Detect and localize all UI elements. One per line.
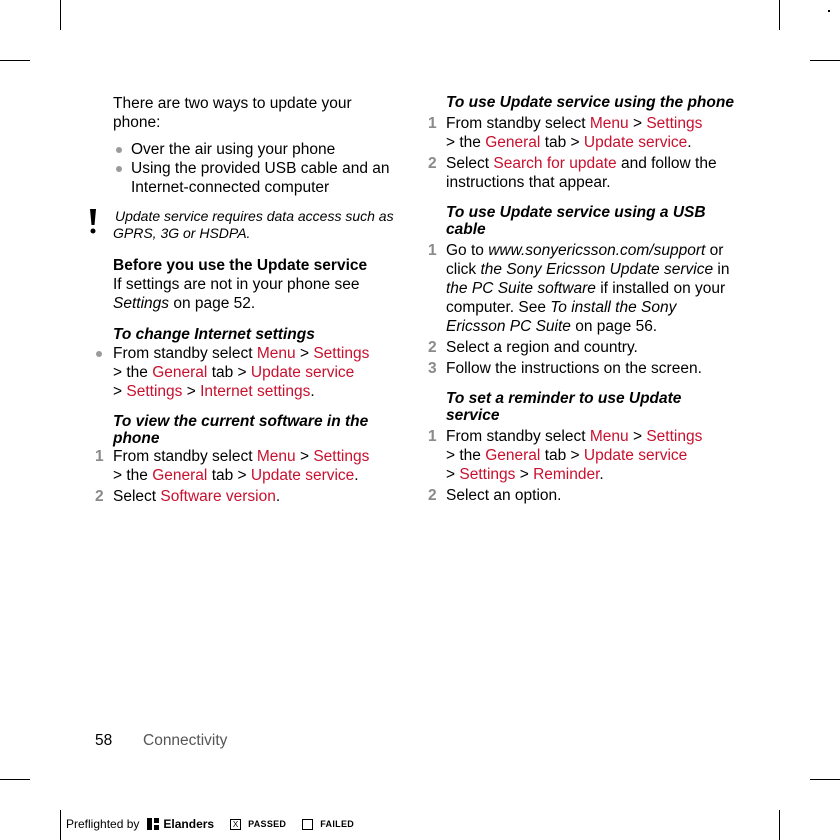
preflight-label: Preflighted by: [66, 817, 140, 831]
preflight-stamp: [66, 817, 354, 831]
list-item: 2 Select Software version.: [95, 488, 281, 505]
view-steps: [95, 447, 398, 506]
view-heading: To view the current software in the phone: [113, 413, 369, 447]
support-url[interactable]: www.sonyericsson.com/support: [488, 242, 706, 259]
crop-mark: [0, 779, 30, 780]
usb-heading: To use Update service using a USB cable: [446, 204, 706, 238]
passed-label: PASSED: [248, 819, 287, 829]
passed-checkbox: X: [230, 819, 241, 830]
page-number: 58: [95, 732, 113, 749]
settings-ref: Settings: [126, 383, 183, 400]
failed-checkbox: [302, 819, 313, 830]
before-heading: Before you use the Update service: [113, 257, 368, 274]
list-item: 2 Select Search for update and follow the instructions that appear.: [428, 155, 717, 191]
settings-link[interactable]: Settings: [113, 295, 170, 312]
crop-dot: [828, 10, 830, 12]
list-item: 1 From standby select Menu > Settings > the General tab > Update service > Settings > Reminder.: [428, 428, 703, 483]
update-methods-list: [113, 140, 398, 197]
list-item: 1 From standby select Menu > Settings > the General tab > Update service.: [95, 448, 370, 484]
list-item: 1 Go to www.sonyericsson.com/support or click the Sony Ericsson Update service in the PC Suite software if installed on your computer. See To install the Sony Ericsson PC Suite on page 56.: [428, 242, 730, 335]
reminder-steps: [428, 427, 736, 505]
crop-mark: [810, 60, 840, 61]
settings-ref: Settings: [313, 345, 370, 362]
list-item: Using the provided USB cable and an Internet-connected computer: [113, 159, 398, 197]
list-item: 3 Follow the instructions on the screen.: [428, 360, 702, 377]
phone-steps: [428, 114, 736, 192]
elanders-logo-icon: [147, 818, 159, 830]
warning-icon: [89, 208, 97, 236]
list-item: 2 Select an option.: [428, 487, 562, 504]
update-service-ref: Update service: [250, 364, 355, 381]
note-box: [113, 208, 398, 242]
crop-mark: [810, 779, 840, 780]
list-item: 2 Select a region and country.: [428, 339, 638, 356]
change-heading: To change Internet settings: [113, 326, 315, 343]
change-step: From standby select Menu > Settings > the General tab > Update service > Settings > Internet settings.: [113, 344, 398, 401]
note-text: Update service requires data access such as GPRS, 3G or HSDPA.: [113, 208, 394, 241]
crop-mark: [779, 0, 780, 30]
list-item: 1 From standby select Menu > Settings > the General tab > Update service.: [428, 115, 703, 151]
usb-steps: [428, 241, 736, 378]
failed-label: FAILED: [320, 819, 355, 829]
phone-heading: To use Update service using the phone: [446, 94, 734, 111]
right-column: [428, 94, 736, 505]
crop-mark: [60, 810, 61, 840]
intro-text: There are two ways to update your phone:: [113, 95, 352, 131]
before-text: If settings are not in your phone see Settings on page 52.: [113, 276, 360, 312]
list-item: Over the air using your phone: [113, 140, 398, 159]
reminder-heading: To set a reminder to use Update service: [446, 390, 682, 424]
internet-settings-ref: Internet settings: [200, 383, 311, 400]
crop-mark: [779, 810, 780, 840]
menu-ref: Menu: [256, 345, 296, 362]
left-column: [95, 94, 398, 506]
general-ref: General: [152, 364, 208, 381]
crop-mark: [0, 60, 30, 61]
section-name: Connectivity: [143, 732, 228, 749]
preflight-brand: Elanders: [163, 817, 215, 831]
crop-mark: [60, 0, 61, 30]
